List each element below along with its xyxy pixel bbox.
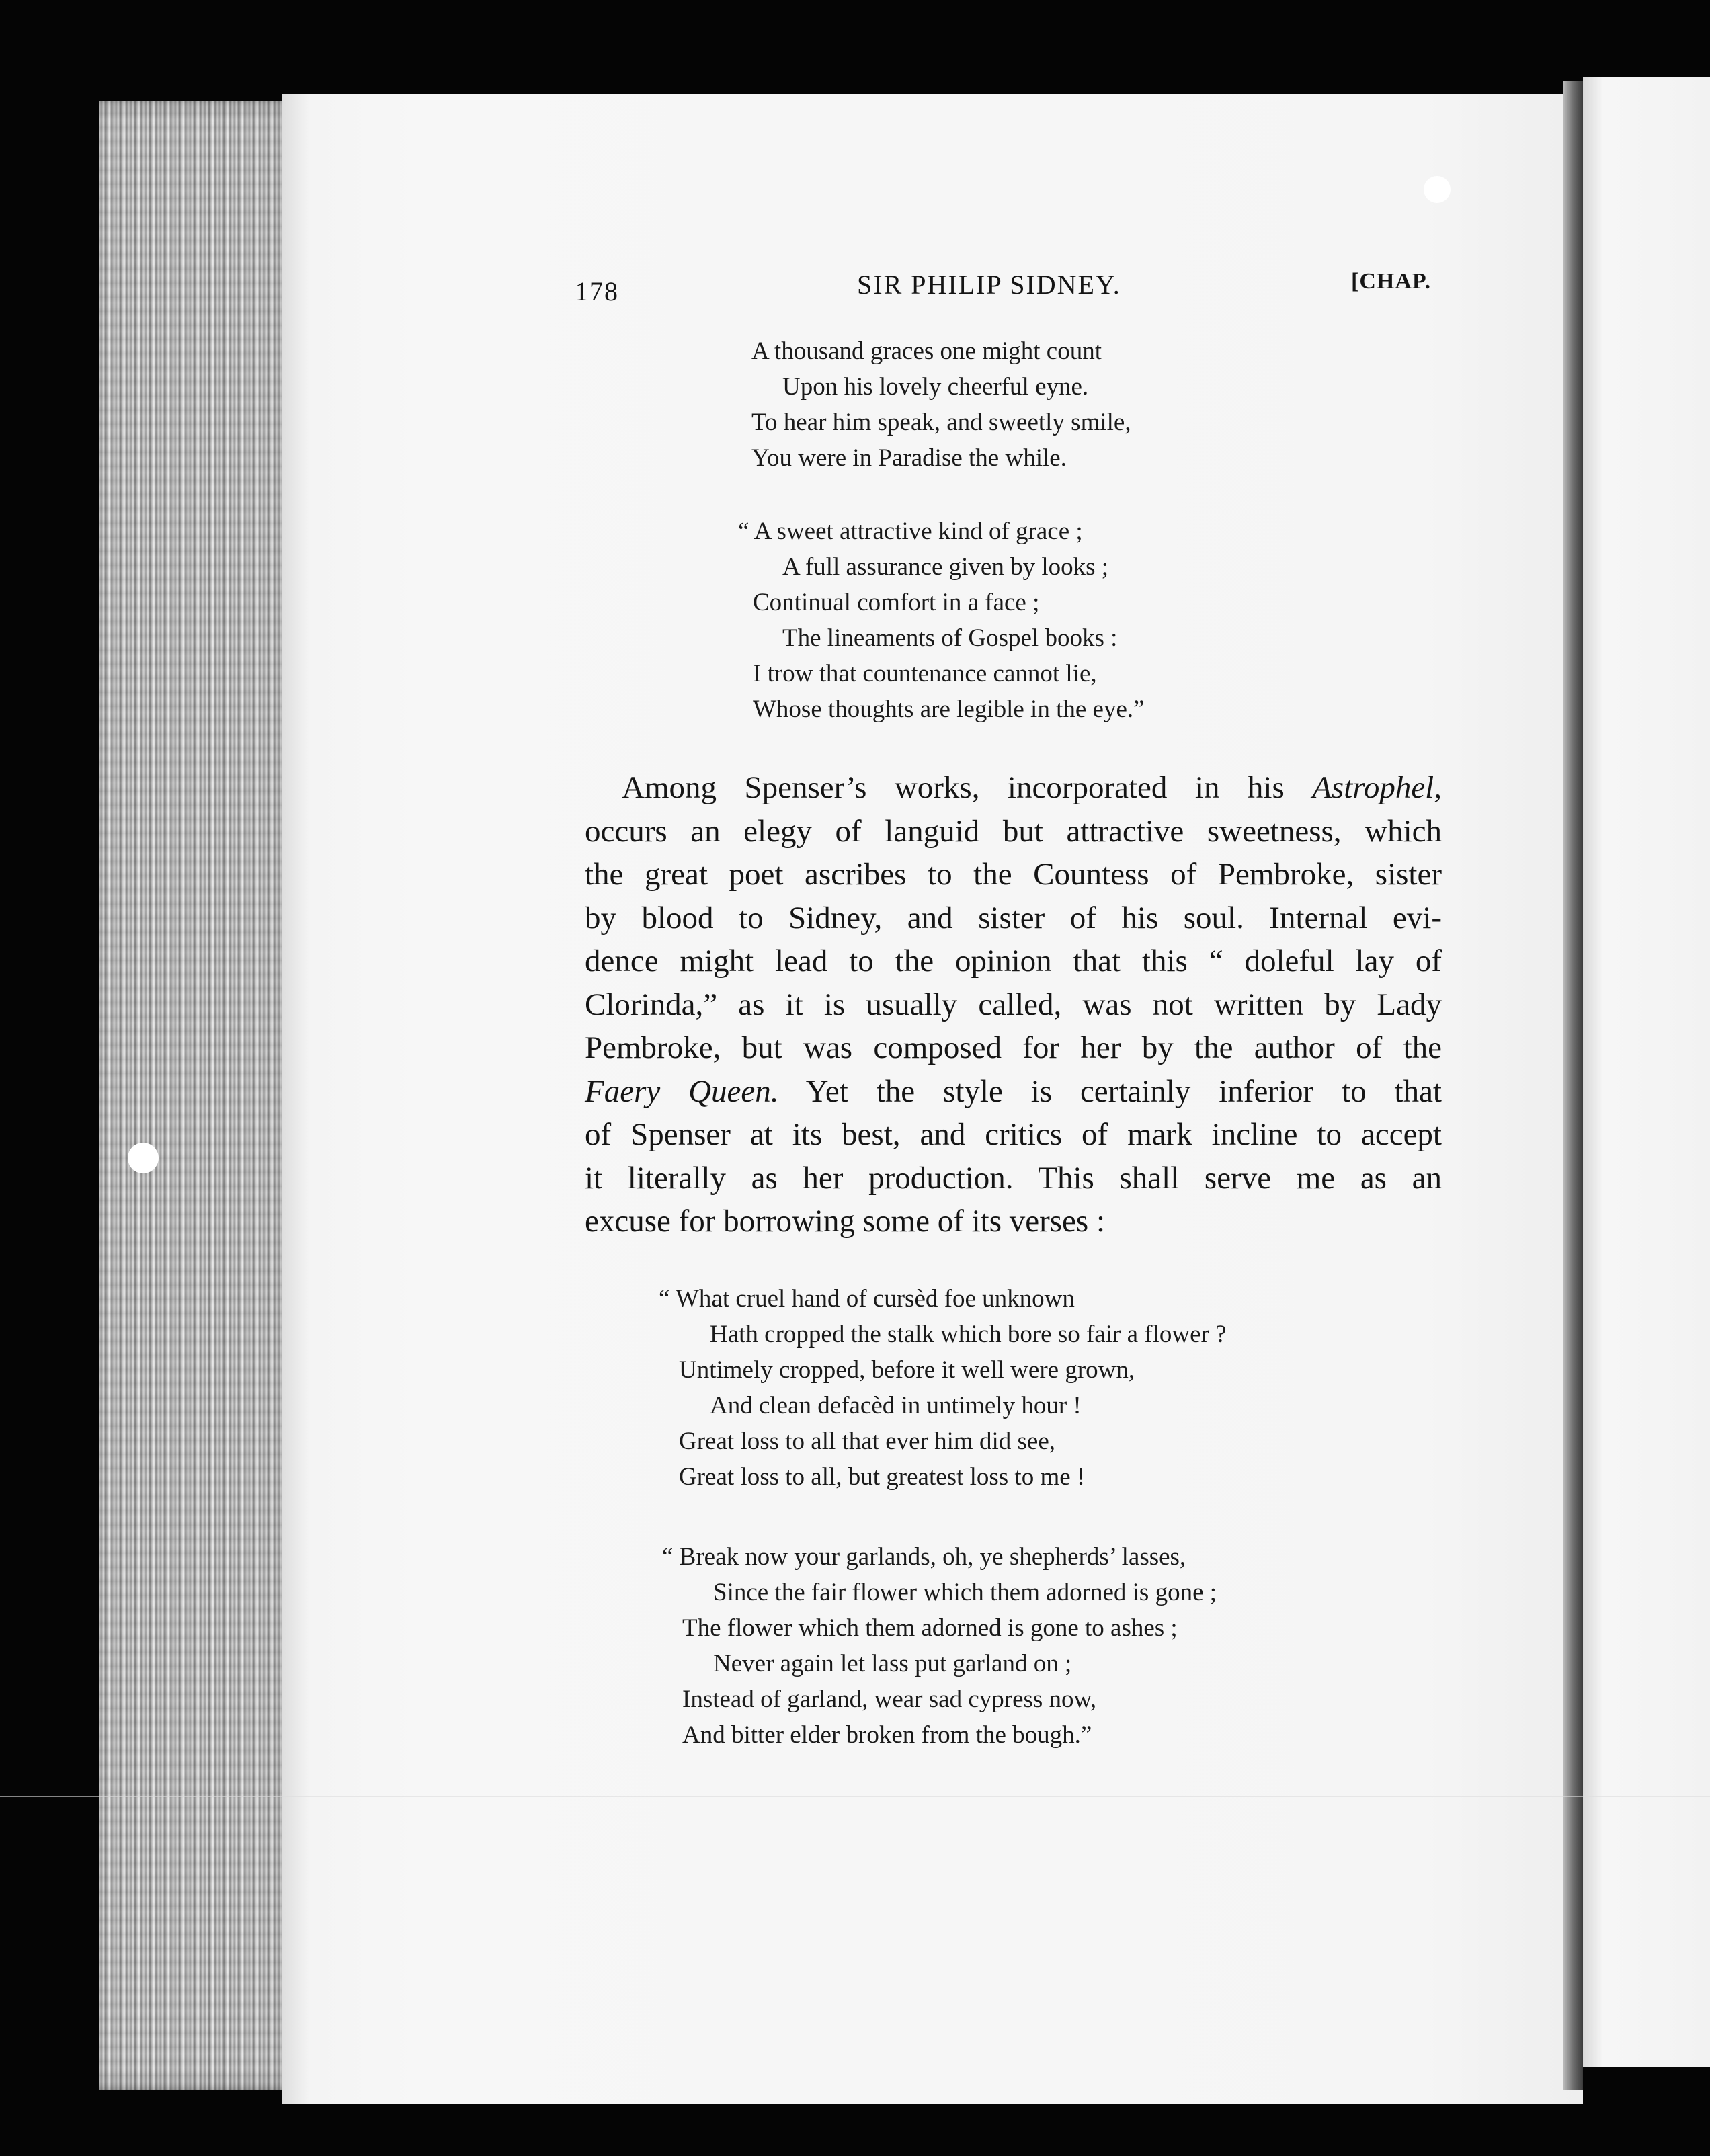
prose-line: Clorinda,” as it is usually called, was not written by Lady [585,987,1442,1022]
verse-line: Instead of garland, wear sad cypress now, [682,1686,1097,1713]
verse-line: Continual comfort in a face ; [753,589,1040,616]
prose-line: excuse for borrowing some of its verses : [585,1204,1106,1239]
prose-paragraph [585,766,1442,1243]
scan-line-artifact [0,1796,1710,1797]
verse-stanza-3 [659,1281,1227,1495]
verse-line: The flower which them adorned is gone to ashes ; [682,1614,1178,1642]
verse-line: Hath cropped the stalk which bore so fair a flower ? [710,1321,1227,1348]
chapter-marker: [CHAP. [1351,269,1432,294]
verse-line: “ Break now your garlands, oh, ye shepherds’ lasses, [662,1543,1186,1571]
verse-line: “ A sweet attractive kind of grace ; [738,517,1083,545]
prose-line: Pembroke, but was composed for her by the author of the [585,1030,1442,1065]
prose-line: it literally as her production. This shall serve me as an [585,1160,1442,1196]
prose-line: Among Spenser’s works, incorporated in his Astrophel, [622,770,1442,805]
verse-line: To hear him speak, and sweetly smile, [751,409,1131,436]
verse-line: Whose thoughts are legible in the eye.” [753,696,1145,723]
verse-line: I trow that countenance cannot lie, [753,660,1097,688]
prose-line: occurs an elegy of languid but attractive sweetness, which [585,813,1442,849]
verse-line: “ What cruel hand of cursèd foe unknown [659,1285,1075,1313]
verse-line: Upon his lovely cheerful eyne. [782,373,1089,401]
verse-line: Since the fair flower which them adorned is gone ; [713,1579,1217,1606]
verse-line: Great loss to all, but greatest loss to me ! [679,1463,1086,1491]
verse-line: And bitter elder broken from the bough.” [682,1721,1092,1749]
prose-line: by blood to Sidney, and sister of his soul. Internal evi- [585,900,1442,936]
book-gutter [1563,81,1583,2090]
book-title-faery-queen: Faery Queen. [585,1073,779,1109]
dust-speck [128,1143,159,1173]
prose-line: the great poet ascribes to the Countess of Pembroke, sister [585,857,1442,892]
prose-line: Faery Queen. Yet the style is certainly inferior to that [585,1073,1442,1109]
book-title-astrophel: Astrophel, [1312,770,1442,805]
page-number: 178 [575,276,619,306]
prose-line: of Spenser at its best, and critics of mark incline to accept [585,1117,1442,1152]
prose-line: dence might lead to the opinion that this “ doleful lay of [585,944,1442,979]
verse-stanza-4 [662,1539,1217,1753]
verse-line: Great loss to all that ever him did see, [679,1427,1055,1455]
verse-stanza-1 [751,333,1131,476]
book-page-edges [99,101,301,2090]
verse-line: You were in Paradise the while. [751,444,1067,472]
verse-line: The lineaments of Gospel books : [782,624,1118,652]
verse-line: Never again let lass put garland on ; [713,1650,1072,1677]
verse-line: Untimely cropped, before it well were grown, [679,1356,1135,1384]
verse-stanza-2 [738,513,1145,727]
verse-line: A full assurance given by looks ; [782,553,1109,581]
facing-page-edge [1583,77,1710,2067]
running-title: SIR PHILIP SIDNEY. [857,270,1121,300]
verse-line: A thousand graces one might count [751,337,1102,365]
dust-speck [1424,176,1451,203]
verse-line: And clean defacèd in untimely hour ! [710,1392,1082,1419]
